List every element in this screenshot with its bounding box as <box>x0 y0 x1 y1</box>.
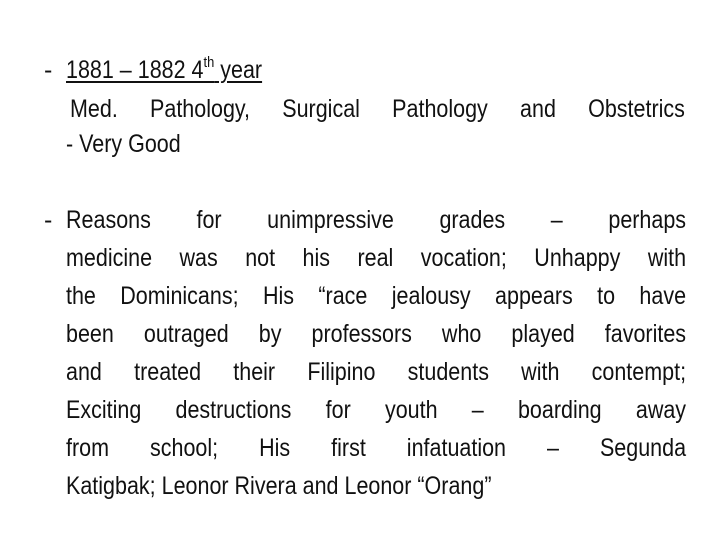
paragraph-line: Katigbak; Leonor Rivera and Leonor “Orang” <box>66 472 492 500</box>
paragraph-line: from school; His first infatuation – Segunda <box>66 434 687 462</box>
bullet-dash: - <box>44 206 53 234</box>
paragraph-line: Exciting destructions for youth – boarding away <box>66 396 687 424</box>
year-heading-word: year <box>214 56 263 84</box>
year-heading-text: 1881 – 1882 4 <box>66 56 204 84</box>
paragraph-line: been outraged by professors who played favorites <box>66 320 687 348</box>
subjects-line: Med. Pathology, Surgical Pathology and Obstetrics <box>70 95 685 123</box>
bullet-dash: - <box>44 56 53 84</box>
paragraph-line: and treated their Filipino students with contempt; <box>66 358 687 386</box>
paragraph-line: Reasons for unimpressive grades – perhaps <box>66 206 687 234</box>
paragraph-line: medicine was not his real vocation; Unhappy with <box>66 244 687 272</box>
grade-line: - Very Good <box>66 130 181 158</box>
ordinal-suffix: th <box>203 53 215 71</box>
year-heading <box>66 54 599 86</box>
paragraph-line: the Dominicans; His “race jealousy appears to have <box>66 282 687 310</box>
